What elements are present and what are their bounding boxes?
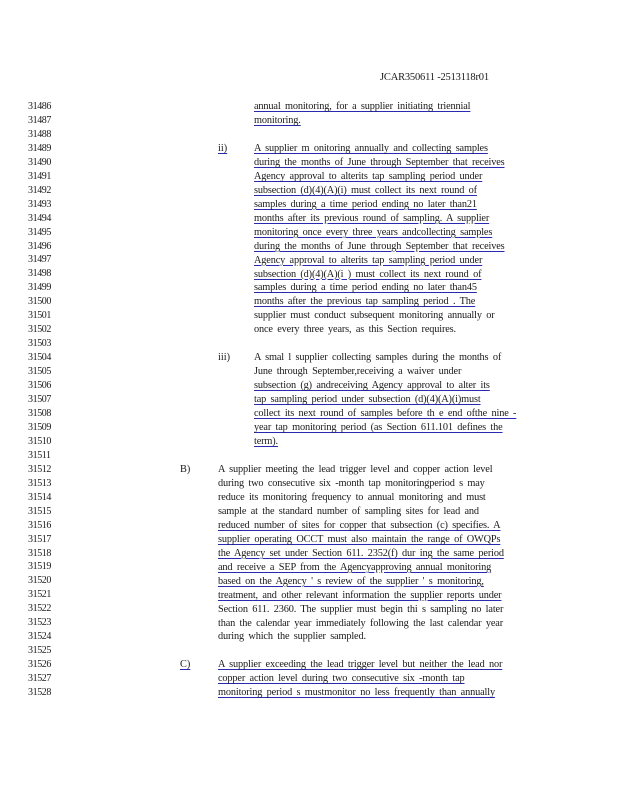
block-iii-line: collect its next round of samples before th e end ofthe nine - <box>254 408 517 420</box>
block-ii-line: A supplier m onitoring annually and collecting samples <box>254 142 488 154</box>
block-ii-line: Agency approval to alterits tap sampling period under <box>254 254 483 266</box>
line-number: 31497 <box>28 254 52 266</box>
block-B-line: the Agency set under Section 611. 2352(f) dur ing the same period <box>218 547 504 559</box>
block-B-line: and receive a SEP from the Agencyapproving annual monitoring <box>218 561 492 573</box>
line-number: 31524 <box>28 631 52 643</box>
block-C-line: copper action level during two consecutive six -month tap <box>218 673 465 685</box>
line-number: 31489 <box>28 142 52 154</box>
block-C-line: monitoring period s mustmonitor no less frequently than annually <box>218 687 495 699</box>
line-number: 31511 <box>28 449 51 461</box>
line-number: 31503 <box>28 338 52 350</box>
line-number: 31528 <box>28 687 52 699</box>
line-number: 31488 <box>28 128 52 140</box>
line-number: 31501 <box>28 310 52 322</box>
line-number-column <box>28 100 68 700</box>
line-number: 31499 <box>28 282 52 294</box>
subsection-label-iii: iii) <box>218 352 231 364</box>
line-number: 31518 <box>28 547 52 559</box>
line-number: 31513 <box>28 477 52 489</box>
block-ii-line: once every three years, as this Section requires. <box>254 324 456 336</box>
line-number: 31504 <box>28 352 52 364</box>
block-iii-line: tap sampling period under subsection (d)(4)(A)(i)must <box>254 394 481 406</box>
line-number: 31515 <box>28 505 52 517</box>
line-number: 31486 <box>28 101 52 112</box>
block-ii-line: subsection (d)(4)(A)(i ) must collect its next round of <box>254 268 482 280</box>
block-B-line: during which the supplier sampled. <box>218 631 366 643</box>
line-number: 31516 <box>28 519 52 531</box>
line-number: 31495 <box>28 226 52 238</box>
line-number: 31509 <box>28 421 52 433</box>
block-iii-line: A smal l supplier collecting samples during the months of <box>254 352 502 364</box>
block-B-line: than the calendar year immediately following the last calendar year <box>218 617 503 629</box>
line-number: 31525 <box>28 645 52 657</box>
line-number: 31496 <box>28 240 52 252</box>
line-number: 31510 <box>28 435 52 447</box>
block-ii-line: Agency approval to alterits tap sampling period under <box>254 170 483 182</box>
block-ii-line: during the months of June through September that receives <box>254 156 505 168</box>
block-B-line: based on the Agency ' s review of the supplier ' s monitoring, <box>218 575 484 587</box>
block-B-line: during two consecutive six -month tap monitoringperiod s may <box>218 477 485 489</box>
line-number: 31491 <box>28 170 52 182</box>
block-iii-line: June through September,receiving a waiver under <box>254 366 462 378</box>
line-number: 31507 <box>28 394 52 406</box>
block-B-line: Section 611. 2360. The supplier must begin thi s sampling no later <box>218 603 504 615</box>
block-B-line: supplier operating OCCT must also maintain the range of OWQPs <box>218 533 501 545</box>
block-ii-line: supplier must conduct subsequent monitoring annually or <box>254 310 495 322</box>
line-number: 31527 <box>28 673 52 685</box>
block-ii-line: subsection (d)(4)(A)(i) must collect its next round of <box>254 184 477 196</box>
line-number: 31514 <box>28 491 52 503</box>
line-number: 31521 <box>28 589 52 601</box>
subsection-label-b: B) <box>180 463 191 475</box>
line-number: 31520 <box>28 575 52 587</box>
block-ii-line: months after its previous round of sampling. A supplier <box>254 212 490 224</box>
block-B-line: A supplier meeting the lead trigger level and copper action level <box>218 463 493 475</box>
block-ii-line: months after the previous tap sampling period . The <box>254 296 476 308</box>
line-number: 31487 <box>28 114 52 126</box>
line-number: 31508 <box>28 407 52 419</box>
subsection-label-ii: ii) <box>218 142 228 154</box>
block-ii-line: monitoring once every three years andcollecting samples <box>254 226 493 238</box>
line-number: 31505 <box>28 366 52 378</box>
block-B-line: reduce its monitoring frequency to annual monitoring and must <box>218 491 486 503</box>
block-a-line: monitoring. <box>254 114 301 126</box>
line-number: 31493 <box>28 198 52 210</box>
subsection-label-c: C) <box>180 659 191 671</box>
block-ii-line: samples during a time period ending no later than45 <box>254 282 477 294</box>
block-iii-line: subsection (g) andreceiving Agency approval to alter its <box>254 380 490 392</box>
line-number: 31492 <box>28 184 52 196</box>
line-number: 31517 <box>28 533 52 545</box>
line-number: 31506 <box>28 380 52 392</box>
block-iii-line: term). <box>254 436 278 448</box>
block-B-line: treatment, and other relevant information the supplier reports under <box>218 589 502 601</box>
line-number: 31526 <box>28 659 52 671</box>
block-B-line: sample at the standard number of sampling sites for lead and <box>218 505 479 517</box>
line-number: 31522 <box>28 603 52 615</box>
line-number: 31523 <box>28 617 52 629</box>
line-number: 31498 <box>28 268 52 280</box>
block-C-line: A supplier exceeding the lead trigger level but neither the lead nor <box>218 659 503 671</box>
line-number: 31494 <box>28 212 52 224</box>
line-number: 31490 <box>28 156 52 168</box>
line-number: 31500 <box>28 296 52 308</box>
line-number: 31512 <box>28 463 52 475</box>
block-ii-line: samples during a time period ending no later than21 <box>254 198 477 210</box>
block-ii-line: during the months of June through September that receives <box>254 240 505 252</box>
document-id-header: JCAR350611 -2513118r01 <box>380 72 489 83</box>
block-a-line: annual monitoring, for a supplier initiating triennial <box>254 101 471 112</box>
block-iii-line: year tap monitoring period (as Section 611.101 defines the <box>254 422 503 434</box>
line-number: 31519 <box>28 561 52 573</box>
block-B-line: reduced number of sites for copper that subsection (c) specifies. A <box>218 519 501 531</box>
line-number: 31502 <box>28 324 52 336</box>
